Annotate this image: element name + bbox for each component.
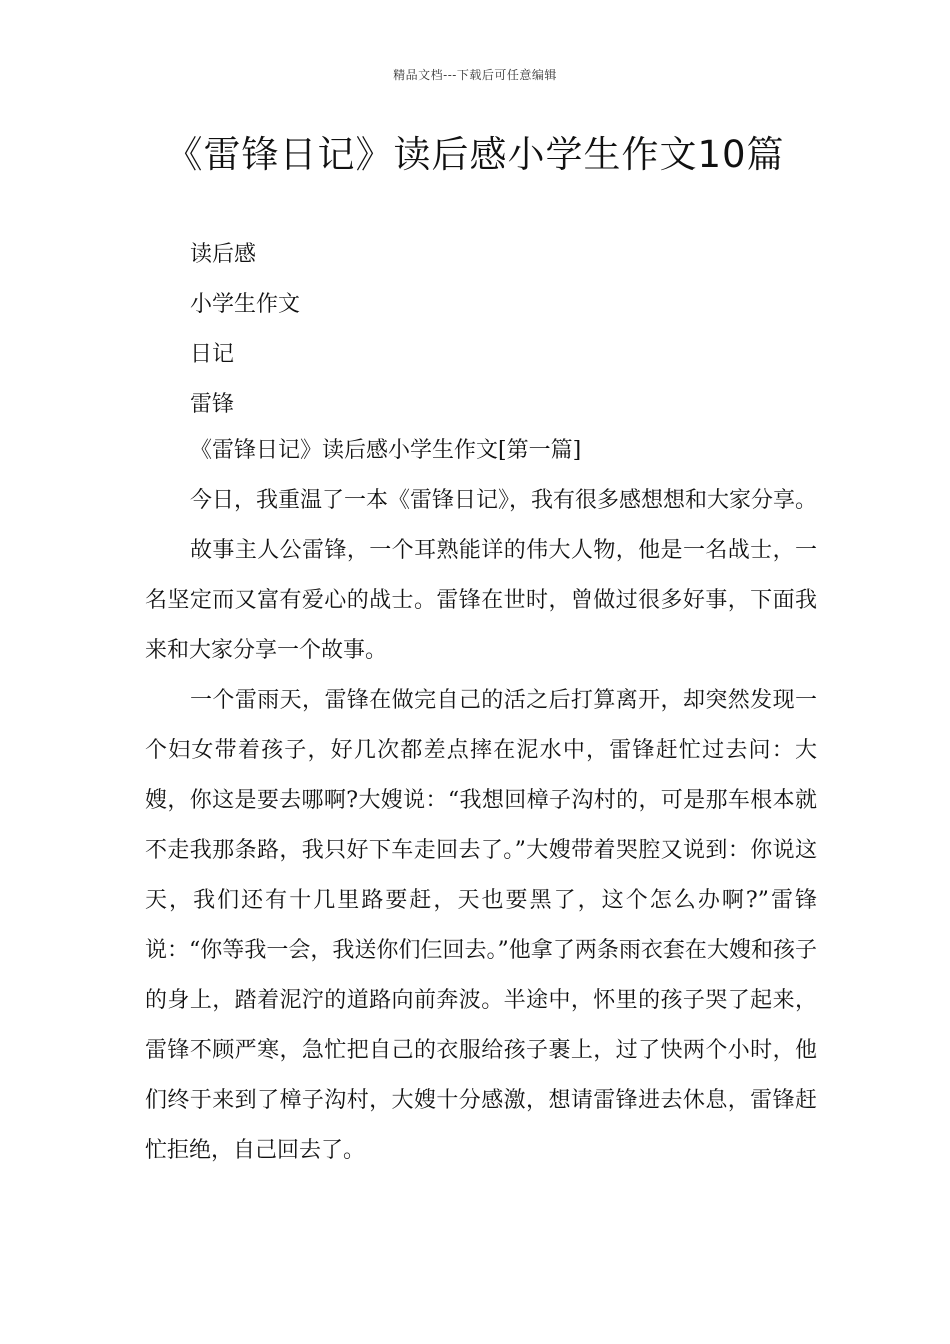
section-title: 《雷锋日记》读后感小学生作文[第一篇] — [190, 438, 582, 463]
keyword-tag: 日记 — [190, 342, 235, 367]
paragraph: 今日，我重温了一本《雷锋日记》，我有很多感想想和大家分享。 — [190, 488, 818, 513]
document-title: 《雷锋日记》读后感小学生作文10篇 — [165, 133, 785, 176]
keyword-tag: 小学生作文 — [190, 292, 301, 317]
header-note: 精品文档---下载后可任意编辑 — [393, 68, 557, 82]
paragraph: 故事主人公雷锋，一个耳熟能详的伟大人物，他是一名战士，一名坚定而又富有爱心的战士。雷锋在世时，曾做过很多好事，下面我来和大家分享一个故事。 — [145, 538, 817, 663]
paragraph: 一个雷雨天，雷锋在做完自己的活之后打算离开，却突然发现一个妇女带着孩子，好几次都差点摔在泥水中，雷锋赶忙过去问：大嫂，你这是要去哪啊?大嫂说：“我想回樟子沟村的，可是那车根本就不走我那条路，我只好下车走回去了。”大嫂带着哭腔又说到：你说这天，我们还有十几里路要赶，天也要黑了，这个怎么办啊?”雷锋说：“你等我一会，我送你们仨回去。”他拿了两条雨衣套在大嫂和孩子的身上，踏着泥泞的道路向前奔波。半途中，怀里的孩子哭了起来，雷锋不顾严寒，急忙把自己的衣服给孩子裹上，过了快两个小时，他们终于来到了樟子沟村，大嫂十分感激，想请雷锋进去休息，雷锋赶忙拒绝，自己回去了。 — [145, 688, 817, 1163]
keyword-list — [190, 230, 300, 430]
keyword-tag: 读后感 — [190, 242, 257, 267]
keyword-tag: 雷锋 — [190, 392, 235, 417]
body-text — [145, 476, 817, 1176]
